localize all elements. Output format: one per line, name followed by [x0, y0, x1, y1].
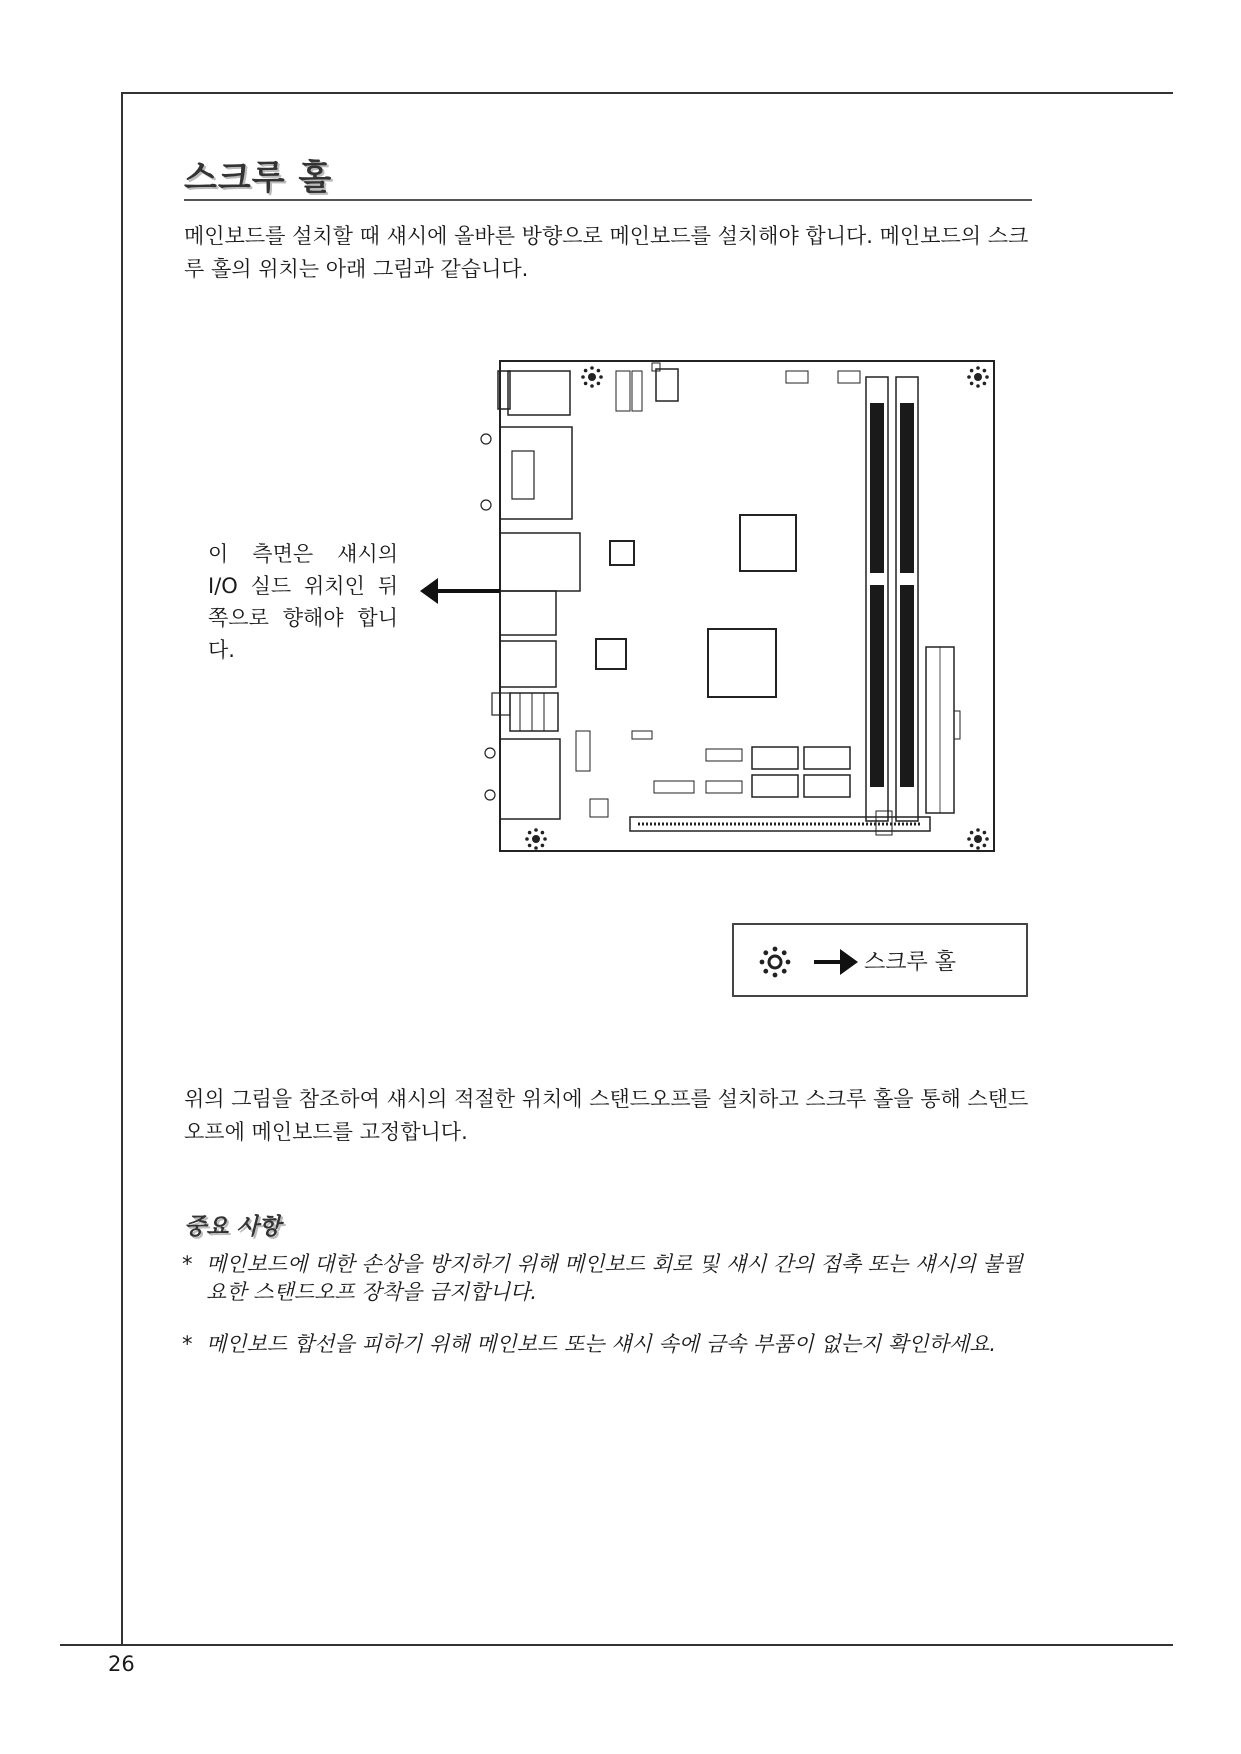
io-side-note: 이 측면은 섀시의 I/O 실드 위치인 뒤쪽으로 향해야 합니다.	[208, 542, 398, 662]
frame-top-line	[121, 92, 1173, 94]
note-text: 메인보드 합선을 피하기 위해 메인보드 또는 섀시 속에 금속 부품이 없는지 확인하세요.	[206, 1332, 997, 1356]
io-direction-arrow	[420, 576, 500, 606]
legend-label: 스크루 홀	[864, 950, 957, 975]
frame-left-line	[121, 92, 123, 1644]
intro-paragraph: 메인보드를 설치할 때 섀시에 올바른 방향으로 메인보드를 설치해야 합니다. 메인보드의 스크루 홀의 위치는 아래 그림과 같습니다.	[184, 224, 1029, 281]
page-title: 스크루 홀	[184, 158, 333, 198]
title-rule	[184, 199, 1032, 201]
note-text: 메인보드에 대한 손상을 방지하기 위해 메인보드 회로 및 섀시 간의 접촉 또는 섀시의 불필요한 스탠드오프 장착을 금지합니다.	[206, 1252, 1024, 1304]
important-note	[182, 1330, 1042, 1358]
important-heading: 중요 사항	[184, 1214, 281, 1240]
important-note	[182, 1250, 1042, 1306]
motherboard-diagram	[460, 355, 1000, 857]
legend-box	[732, 923, 1028, 997]
frame-bottom-line	[60, 1644, 1173, 1646]
screw-hole-icon	[758, 945, 792, 979]
note-marker: *	[182, 1332, 193, 1356]
page-number: 26	[108, 1652, 135, 1676]
legend-arrow-icon	[814, 947, 858, 977]
note-marker: *	[182, 1252, 193, 1276]
body-paragraph: 위의 그림을 참조하여 섀시의 적절한 위치에 스탠드오프를 설치하고 스크루 홀을 통해 스탠드오프에 메인보드를 고정합니다.	[184, 1087, 1029, 1144]
